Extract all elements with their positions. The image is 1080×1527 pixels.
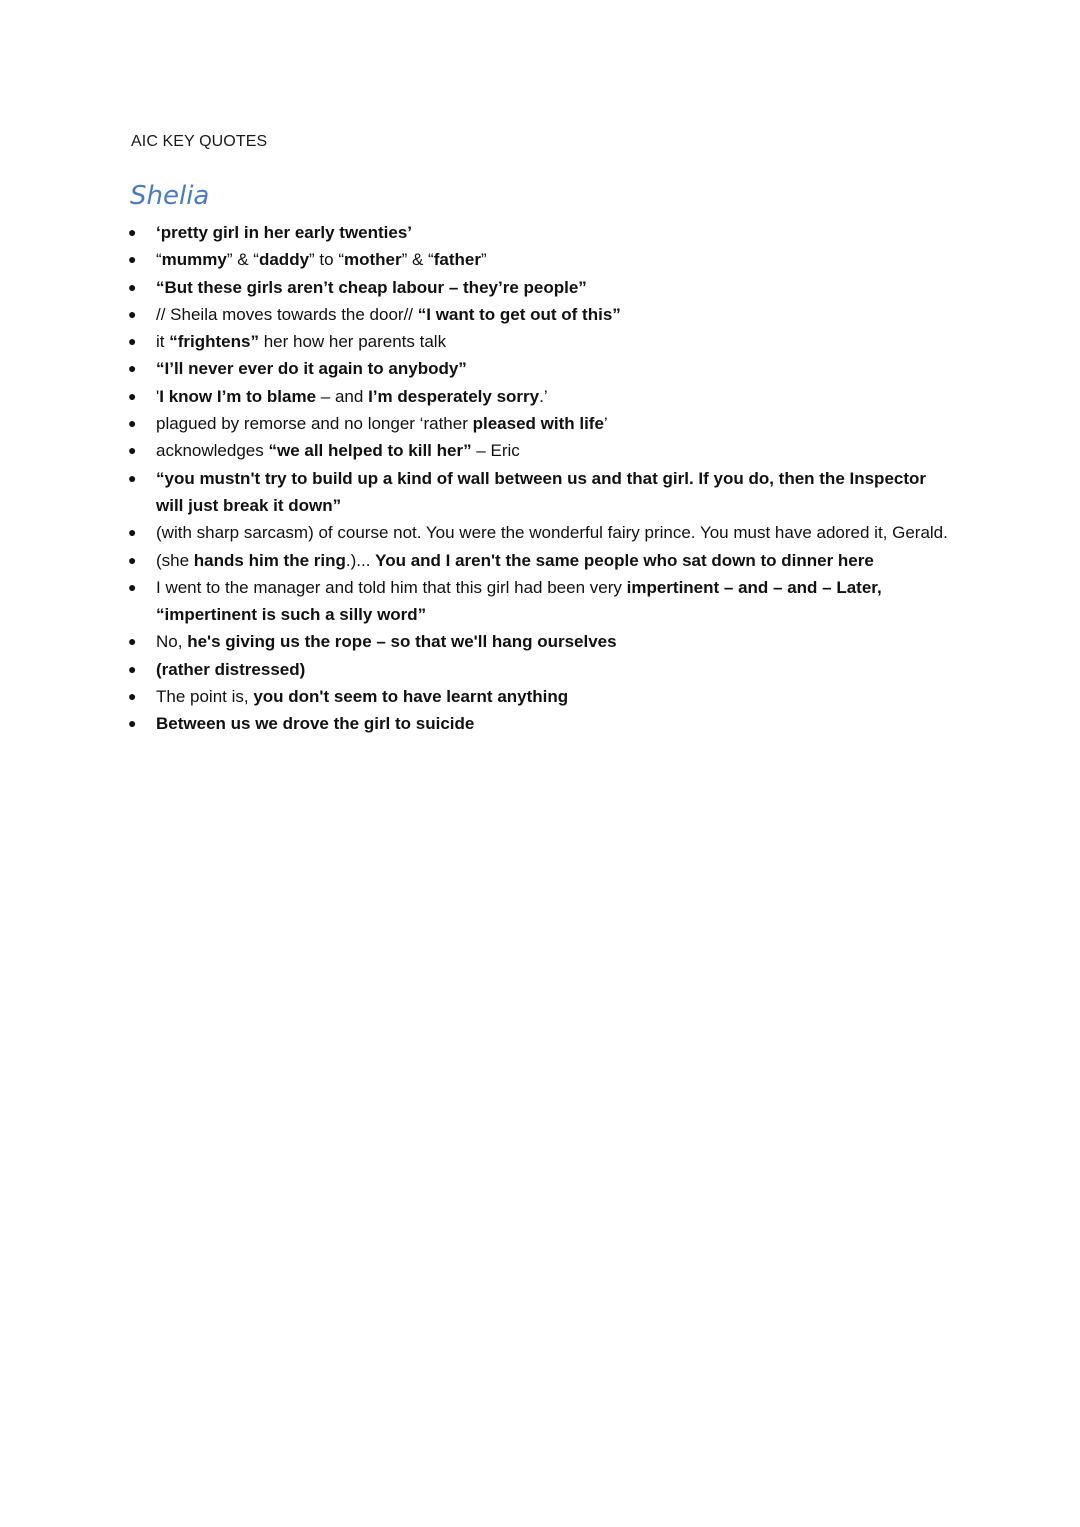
bullet-icon: ● bbox=[128, 305, 137, 322]
quote-bold-segment: Between us we drove the girl to suicide bbox=[156, 714, 475, 734]
quote-text bbox=[156, 359, 467, 378]
quote-bold-segment: pleased with life bbox=[472, 414, 604, 434]
quote-text bbox=[156, 278, 587, 297]
quote-text bbox=[156, 469, 926, 515]
quote-bold-segment: impertinent – and – and – Later, “impertinent is such a silly word” bbox=[156, 577, 882, 625]
quote-item bbox=[128, 219, 958, 246]
quote-segment: – Eric bbox=[471, 441, 520, 461]
quote-segment: (with sharp sarcasm) of course not. You were the wonderful fairy prince. You must have adored it, Gerald. bbox=[156, 523, 948, 543]
quote-item bbox=[128, 683, 958, 710]
quote-text bbox=[156, 523, 948, 542]
quote-bold-segment: “I want to get out of this” bbox=[417, 304, 621, 324]
bullet-icon: ● bbox=[128, 633, 137, 650]
quote-text bbox=[156, 632, 617, 651]
bullet-icon: ● bbox=[128, 224, 137, 240]
bullet-icon: ● bbox=[128, 360, 137, 377]
quote-segment: ” & “ bbox=[401, 250, 434, 270]
quote-bold-segment: “I’ll never ever do it again to anybody” bbox=[156, 359, 467, 379]
quote-segment: – and bbox=[316, 386, 369, 406]
quote-segment: .’ bbox=[539, 386, 548, 406]
page-header: AIC KEY QUOTES bbox=[131, 133, 268, 150]
quote-bold-segment: you don't seem to have learnt anything bbox=[253, 687, 569, 707]
quote-segment: “ bbox=[156, 250, 162, 270]
bullet-icon: ● bbox=[128, 660, 137, 677]
quote-text bbox=[156, 714, 474, 733]
quote-item bbox=[128, 519, 958, 546]
quote-text bbox=[156, 332, 446, 351]
quote-segment: // Sheila moves towards the door// bbox=[156, 304, 418, 324]
quote-bold-segment: (rather distressed) bbox=[156, 659, 306, 679]
quote-bold-segment: “But these girls aren’t cheap labour – they’re people” bbox=[156, 277, 587, 297]
quote-bold-segment: father bbox=[433, 250, 481, 270]
quote-text bbox=[156, 551, 874, 570]
bullet-icon: ● bbox=[128, 387, 137, 404]
quote-item bbox=[128, 274, 958, 301]
quote-item bbox=[128, 574, 958, 629]
bullet-icon: ● bbox=[128, 415, 137, 432]
quote-item bbox=[128, 328, 958, 355]
quote-text bbox=[156, 578, 882, 624]
quote-text bbox=[156, 387, 548, 406]
quote-list bbox=[128, 219, 958, 738]
quote-bold-segment: “you mustn't try to build up a kind of wall between us and that girl. If you do, then the Inspector will just break it down” bbox=[156, 468, 927, 515]
quote-text bbox=[156, 305, 621, 324]
quote-item bbox=[128, 465, 958, 520]
quote-segment: acknowledges bbox=[156, 441, 269, 461]
quote-text bbox=[156, 250, 487, 269]
quote-segment: ' bbox=[156, 386, 160, 406]
quote-bold-segment: “frightens” bbox=[169, 332, 259, 352]
quote-bold-segment: “we all helped to kill her” bbox=[268, 441, 472, 461]
quote-item bbox=[128, 437, 958, 464]
bullet-icon: ● bbox=[128, 278, 137, 295]
quote-segment: ” bbox=[480, 250, 487, 270]
quote-bold-segment: hands him the ring bbox=[193, 550, 346, 570]
quote-item bbox=[128, 628, 958, 655]
quote-item bbox=[128, 301, 958, 328]
quote-item bbox=[128, 355, 958, 382]
bullet-icon: ● bbox=[128, 442, 137, 459]
bullet-icon: ● bbox=[128, 715, 137, 732]
quote-segment: I went to the manager and told him that this girl had been very bbox=[156, 577, 627, 597]
bullet-icon: ● bbox=[128, 251, 137, 268]
quote-segment: it bbox=[156, 332, 170, 352]
quote-segment: ’ bbox=[603, 414, 608, 434]
quote-bold-segment: mummy bbox=[161, 250, 227, 270]
quote-item bbox=[128, 656, 958, 683]
bullet-icon: ● bbox=[128, 333, 137, 350]
quote-segment: No, bbox=[156, 632, 188, 652]
quote-bold-segment: I’m desperately sorry bbox=[368, 386, 540, 406]
quote-bold-segment: he's giving us the rope – so that we'll hang ourselves bbox=[187, 632, 617, 652]
quote-bold-segment: ‘pretty girl in her early twenties’ bbox=[156, 223, 413, 242]
quote-text bbox=[156, 223, 412, 242]
bullet-icon: ● bbox=[128, 578, 137, 595]
quote-item bbox=[128, 246, 958, 273]
bullet-icon: ● bbox=[128, 469, 137, 486]
quote-segment: her how her parents talk bbox=[258, 332, 447, 352]
quote-bold-segment: I know I’m to blame bbox=[159, 386, 317, 406]
quote-item bbox=[128, 710, 958, 737]
bullet-icon: ● bbox=[128, 524, 137, 541]
bullet-icon: ● bbox=[128, 551, 137, 568]
bullet-icon: ● bbox=[128, 688, 137, 705]
quote-bold-segment: You and I aren't the same people who sat down to dinner here bbox=[375, 550, 874, 570]
quote-segment: The point is, bbox=[156, 687, 254, 707]
quote-text bbox=[156, 414, 608, 433]
quote-segment: .)... bbox=[345, 550, 376, 570]
quote-segment: ” & “ bbox=[226, 250, 259, 270]
section-heading: Shelia bbox=[130, 181, 210, 211]
quote-text bbox=[156, 441, 520, 460]
quote-text bbox=[156, 687, 568, 706]
quote-bold-segment: mother bbox=[343, 250, 402, 270]
quote-bold-segment: daddy bbox=[258, 250, 310, 270]
quote-segment: ” to “ bbox=[309, 250, 344, 270]
quote-text bbox=[156, 660, 305, 679]
quote-item bbox=[128, 547, 958, 574]
quote-segment: plagued by remorse and no longer ‘rather bbox=[156, 414, 473, 434]
quote-segment: (she bbox=[156, 550, 194, 570]
quote-item bbox=[128, 410, 958, 437]
quote-item bbox=[128, 383, 958, 410]
